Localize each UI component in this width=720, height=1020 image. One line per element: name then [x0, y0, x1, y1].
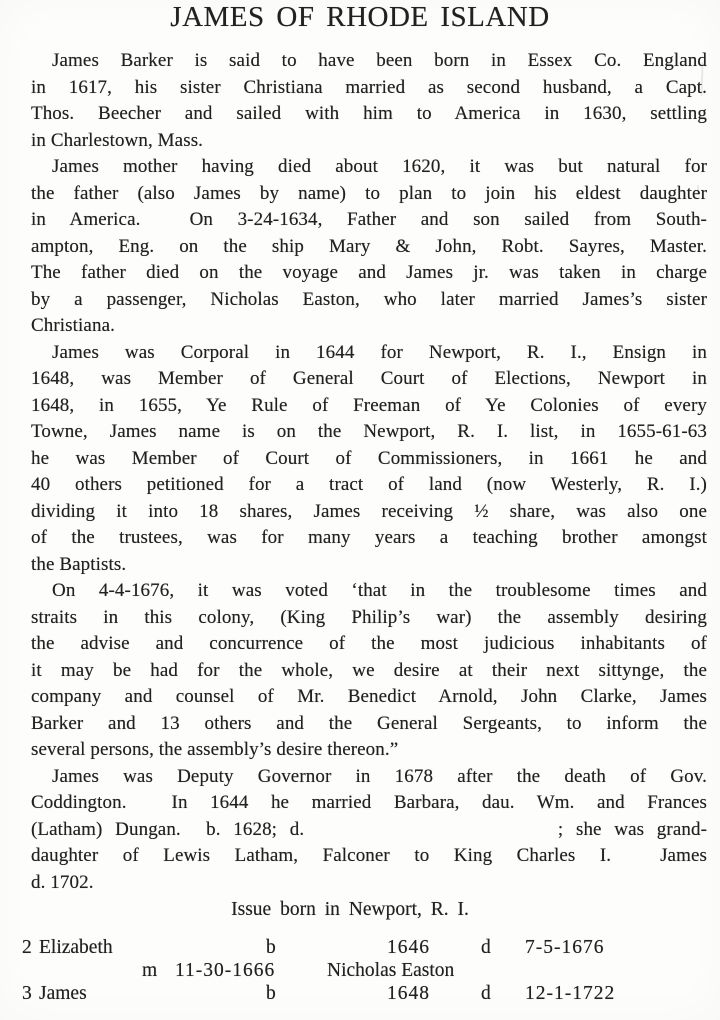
paragraph — [31, 764, 707, 897]
text-line: On 4-4-1676, it was voted ‘that in the troublesome times and — [52, 580, 707, 601]
birth-year: 1648 — [387, 983, 430, 1005]
text-line: ampton, Eng. on the ship Mary & John, Robt. Sayres, Master. — [31, 235, 707, 257]
issue-row — [0, 936, 720, 959]
paragraph — [31, 578, 707, 764]
issue-heading: Issue born in Newport, R. I. — [231, 899, 469, 920]
page-title: JAMES OF RHODE ISLAND — [170, 1, 550, 33]
text-line: James mother having died about 1620, it was but natural for — [52, 156, 707, 177]
text-line: Barker and 13 others and the General Sergeants, to inform the — [31, 712, 707, 734]
text-line: the Baptists. — [31, 553, 127, 575]
spouse-name: Nicholas Easton — [327, 960, 455, 982]
text-line: the father (also James by name) to plan to join his eldest daughter — [31, 182, 707, 204]
issue-table — [0, 936, 720, 1006]
text-line: daughter of Lewis Latham, Falconer to King Charles I. James — [31, 845, 707, 866]
text-line: in 1617, his sister Christiana married as second husband, a Capt. — [31, 76, 707, 98]
child-name: James — [39, 983, 87, 1005]
text-line: it may be had for the whole, we desire at their next sittynge, the — [31, 659, 707, 681]
text-line: he was Member of Court of Commissioners, in 1661 he and — [31, 447, 707, 469]
born-label: b — [266, 937, 276, 958]
text-line: Thos. Beecher and sailed with him to America in 1630, settling — [31, 103, 707, 124]
text-line: 40 others petitioned for a tract of land (now Westerly, R. I.) — [31, 474, 707, 495]
text-line: in America. On 3-24-1634, Father and son sailed from South- — [31, 209, 707, 230]
text-line: 1648, in 1655, Ye Rule of Freeman of Ye Colonies of every — [31, 394, 707, 416]
death-date: 7-5-1676 — [525, 937, 605, 958]
text-line: d. 1702. — [31, 871, 94, 893]
text-line: company and counsel of Mr. Benedict Arnold, John Clarke, James — [31, 686, 707, 707]
text-line: several persons, the assembly’s desire thereon.” — [31, 739, 399, 760]
text-line: James was Deputy Governor in 1678 after the death of Gov. — [52, 765, 707, 787]
text-line: Christiana. — [31, 315, 115, 336]
text-line: dividing it into 18 shares, James receiving ½ share, was also one — [31, 500, 707, 522]
text-line: James Barker is said to have been born in Essex Co. England — [52, 50, 707, 71]
text-line: 1648, was Member of General Court of Elections, Newport in — [31, 368, 707, 389]
text-line: of the trustees, was for many years a teaching brother amongst — [31, 527, 707, 548]
text-line: by a passenger, Nicholas Easton, who later married James’s sister — [31, 288, 707, 310]
paragraph — [31, 48, 707, 154]
paragraph — [31, 340, 707, 579]
birth-year: 1646 — [387, 937, 430, 958]
died-label: d — [481, 983, 491, 1005]
marriage-row — [0, 959, 720, 982]
text-line: Towne, James name is on the Newport, R. I. list, in 1655-61-63 — [31, 421, 707, 442]
text-line: Coddington. In 1644 he married Barbara, dau. Wm. and Frances — [31, 792, 707, 813]
born-label: b — [266, 983, 276, 1005]
marriage-date: 11-30-1666 — [175, 960, 276, 982]
death-date: 12-1-1722 — [525, 983, 616, 1005]
paragraph — [31, 154, 707, 340]
child-name: Elizabeth — [39, 937, 113, 958]
died-label: d — [481, 937, 491, 958]
biography-text — [31, 48, 707, 896]
text-line: (Latham) Dungan. b. 1628; d. ; she was grand- — [31, 818, 707, 840]
child-number: 3 — [22, 983, 32, 1005]
text-line: the advise and concurrence of the most judicious inhabitants of — [31, 633, 707, 654]
text-line: in Charlestown, Mass. — [31, 129, 204, 151]
issue-row — [0, 982, 720, 1005]
text-line: straits in this colony, (King Philip’s war) the assembly desiring — [31, 606, 707, 628]
child-number: 2 — [22, 937, 32, 958]
text-line: The father died on the voyage and James jr. was taken in charge — [31, 262, 707, 283]
text-line: James was Corporal in 1644 for Newport, R. I., Ensign in — [52, 341, 707, 363]
marriage-label: m — [142, 960, 158, 982]
scan-artifact — [697, 185, 699, 195]
